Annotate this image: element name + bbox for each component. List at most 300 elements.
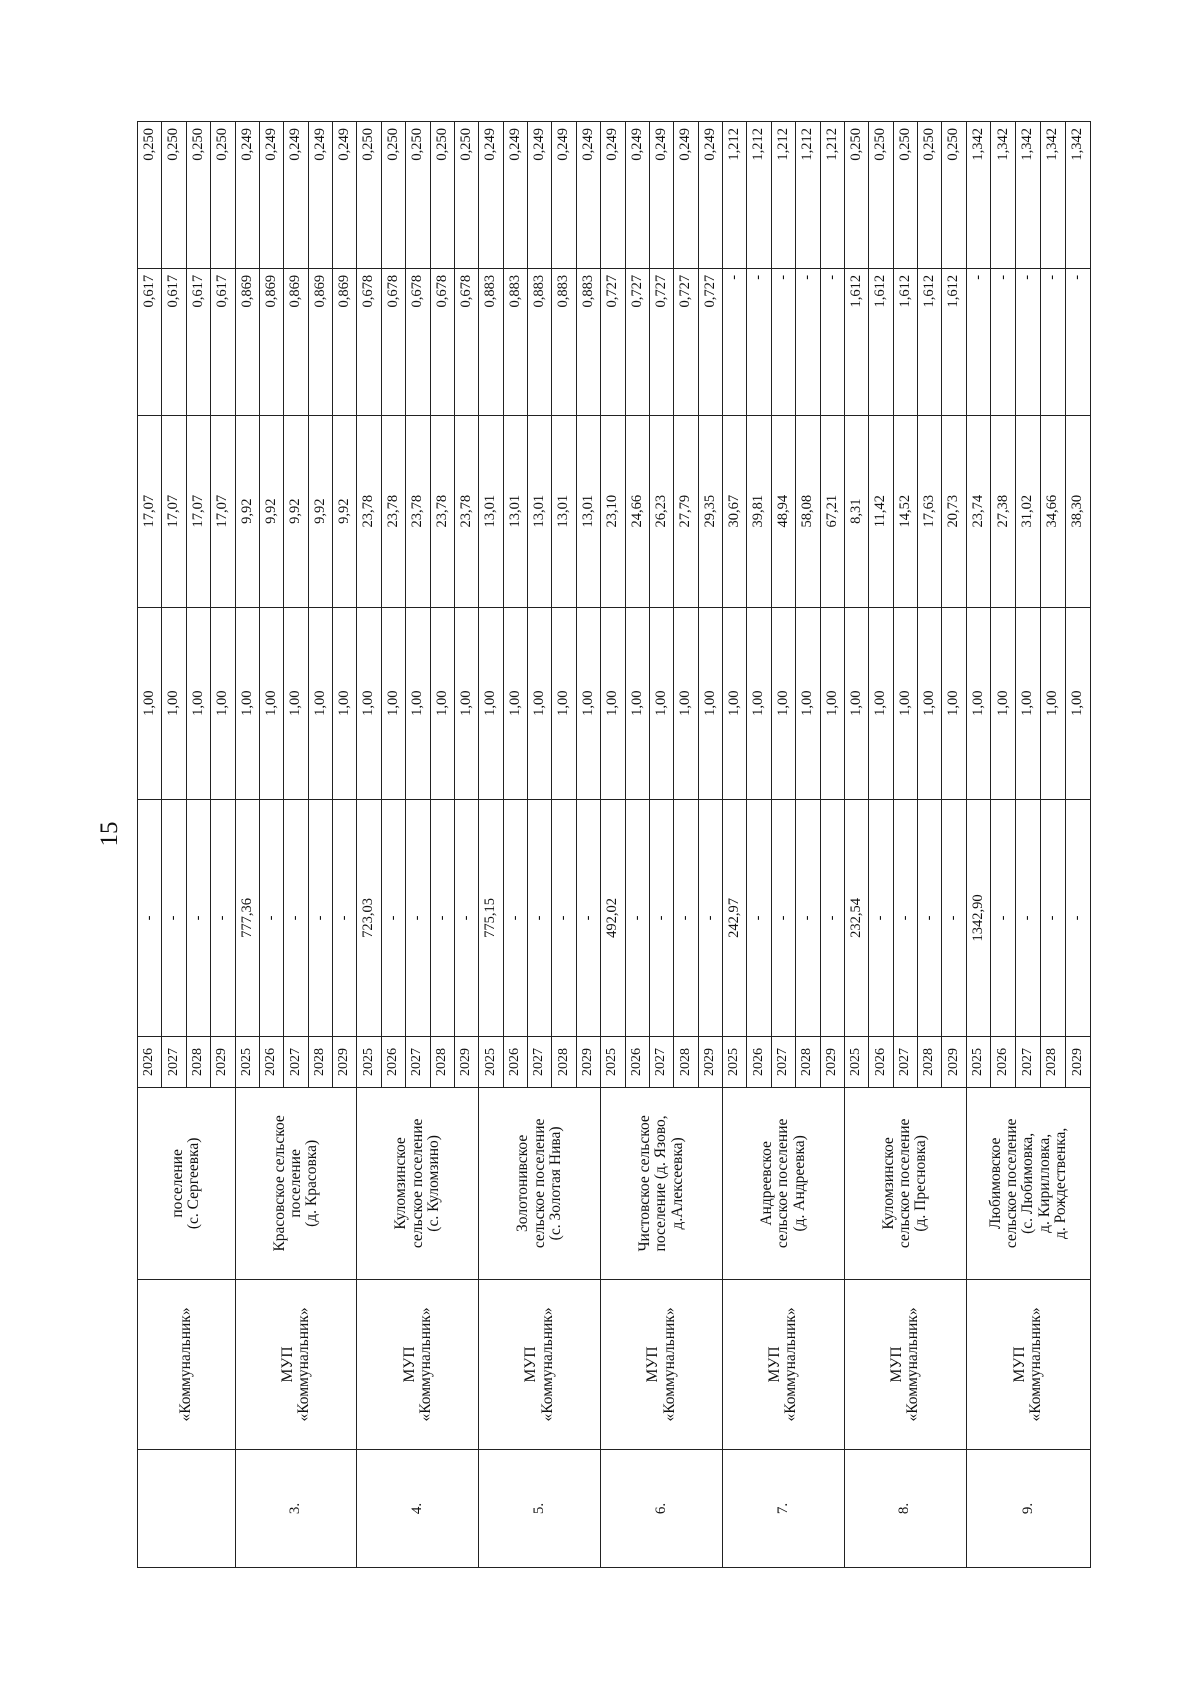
value-cell: 0,249 — [698, 122, 722, 269]
organization-cell — [601, 1279, 723, 1449]
settlement-cell-line: Золотонивское — [514, 1134, 532, 1232]
value-cell: - — [259, 799, 283, 1036]
settlement-cell-line: сельское поселение — [530, 1118, 548, 1249]
settlement-cell-line: сельское поселение — [408, 1118, 426, 1249]
value-cell: 1,00 — [1016, 607, 1041, 799]
value-cell: 1,00 — [406, 607, 430, 799]
organization-cell-line: МУП — [400, 1346, 418, 1383]
value-cell: 1,00 — [1040, 607, 1065, 799]
year-cell: 2028 — [186, 1037, 210, 1088]
value-cell: 1,00 — [796, 607, 820, 799]
value-cell: 0,678 — [381, 268, 405, 415]
value-cell: 0,249 — [649, 122, 673, 269]
value-cell: - — [333, 799, 357, 1036]
value-cell: 0,249 — [503, 122, 527, 269]
value-cell: 775,15 — [479, 799, 503, 1036]
settlement-cell-line: Куломзинское — [879, 1137, 897, 1230]
value-cell: 0,250 — [430, 122, 454, 269]
value-cell: 0,883 — [479, 268, 503, 415]
value-cell: 9,92 — [333, 415, 357, 607]
table-row — [357, 122, 381, 1568]
value-cell: 1,00 — [552, 607, 576, 799]
row-number-cell: 9. — [966, 1450, 1090, 1568]
value-cell: 0,617 — [186, 268, 210, 415]
row-number-cell: 3. — [235, 1450, 357, 1568]
value-cell: 20,73 — [942, 415, 966, 607]
value-cell: 0,250 — [162, 122, 186, 269]
value-cell: 1,342 — [991, 122, 1016, 269]
value-cell: - — [528, 799, 552, 1036]
settlement-cell — [601, 1087, 723, 1279]
year-cell: 2027 — [528, 1037, 552, 1088]
value-cell: 0,250 — [138, 122, 162, 269]
value-cell: 0,727 — [649, 268, 673, 415]
settlement-cell — [138, 1087, 236, 1279]
value-cell: 0,617 — [138, 268, 162, 415]
value-cell: - — [649, 799, 673, 1036]
value-cell: 1,342 — [1065, 122, 1090, 269]
value-cell: - — [162, 799, 186, 1036]
value-cell: 0,250 — [406, 122, 430, 269]
value-cell: 1,342 — [966, 122, 991, 269]
value-cell: 1,00 — [381, 607, 405, 799]
value-cell: - — [503, 799, 527, 1036]
value-cell: 9,92 — [235, 415, 259, 607]
value-cell: 1,612 — [869, 268, 893, 415]
value-cell: 0,727 — [698, 268, 722, 415]
value-cell: - — [454, 799, 478, 1036]
year-cell: 2026 — [503, 1037, 527, 1088]
table-row — [138, 122, 162, 1568]
year-cell: 2028 — [796, 1037, 820, 1088]
settlement-cell-line: д. Кирилловка, — [1035, 1133, 1053, 1233]
value-cell: 0,869 — [235, 268, 259, 415]
value-cell: 1,00 — [235, 607, 259, 799]
value-cell: 1,612 — [893, 268, 917, 415]
value-cell: 0,727 — [601, 268, 625, 415]
year-cell: 2027 — [649, 1037, 673, 1088]
value-cell: 0,727 — [625, 268, 649, 415]
value-cell: 1,00 — [333, 607, 357, 799]
value-cell: 1,00 — [284, 607, 308, 799]
value-cell: - — [625, 799, 649, 1036]
value-cell: 0,249 — [235, 122, 259, 269]
value-cell: 1,00 — [869, 607, 893, 799]
value-cell: 1,342 — [1040, 122, 1065, 269]
organization-cell — [479, 1279, 601, 1449]
settlement-cell — [357, 1087, 479, 1279]
value-cell: 1,212 — [820, 122, 844, 269]
value-cell: - — [430, 799, 454, 1036]
value-cell: 48,94 — [771, 415, 795, 607]
year-cell: 2028 — [552, 1037, 576, 1088]
value-cell: 1,00 — [430, 607, 454, 799]
settlement-cell — [723, 1087, 845, 1279]
value-cell: 0,869 — [259, 268, 283, 415]
table-row — [723, 122, 747, 1568]
value-cell: 1,00 — [576, 607, 600, 799]
year-cell: 2029 — [454, 1037, 478, 1088]
value-cell: 0,727 — [674, 268, 698, 415]
table-row — [844, 122, 868, 1568]
value-cell: 38,30 — [1065, 415, 1090, 607]
settlement-cell-line: (д. Андреевка) — [790, 1135, 808, 1232]
organization-cell — [966, 1279, 1090, 1449]
value-cell: 0,869 — [308, 268, 332, 415]
value-cell: 1,00 — [698, 607, 722, 799]
organization-cell — [235, 1279, 357, 1449]
value-cell: 0,883 — [503, 268, 527, 415]
tariff-table — [137, 121, 1091, 1568]
year-cell: 2025 — [357, 1037, 381, 1088]
value-cell: - — [918, 799, 942, 1036]
row-number-cell: 8. — [844, 1450, 966, 1568]
settlement-cell-line: (д. Красовка) — [303, 1139, 321, 1227]
value-cell: 17,07 — [186, 415, 210, 607]
value-cell: 17,63 — [918, 415, 942, 607]
year-cell: 2026 — [747, 1037, 771, 1088]
value-cell: - — [1065, 799, 1090, 1036]
value-cell: 1,612 — [844, 268, 868, 415]
value-cell: 0,678 — [357, 268, 381, 415]
value-cell: - — [893, 799, 917, 1036]
value-cell: 1,00 — [820, 607, 844, 799]
table-row — [479, 122, 503, 1568]
value-cell: 23,78 — [357, 415, 381, 607]
year-cell: 2025 — [479, 1037, 503, 1088]
year-cell: 2029 — [333, 1037, 357, 1088]
value-cell: 1,212 — [796, 122, 820, 269]
year-cell: 2028 — [308, 1037, 332, 1088]
value-cell: 0,869 — [333, 268, 357, 415]
value-cell: 1,00 — [308, 607, 332, 799]
settlement-cell-line: поселение — [168, 1149, 186, 1218]
year-cell: 2027 — [893, 1037, 917, 1088]
year-cell: 2025 — [601, 1037, 625, 1088]
value-cell: 1,00 — [186, 607, 210, 799]
value-cell: 23,10 — [601, 415, 625, 607]
value-cell: 0,249 — [308, 122, 332, 269]
organization-cell — [723, 1279, 845, 1449]
value-cell: 0,249 — [625, 122, 649, 269]
value-cell: 1,00 — [966, 607, 991, 799]
value-cell: 777,36 — [235, 799, 259, 1036]
value-cell: 0,883 — [552, 268, 576, 415]
value-cell: 1,00 — [991, 607, 1016, 799]
organization-cell — [357, 1279, 479, 1449]
organization-cell-line: «Коммунальник» — [660, 1307, 678, 1422]
table-row — [601, 122, 625, 1568]
value-cell: 1,612 — [942, 268, 966, 415]
value-cell: 9,92 — [308, 415, 332, 607]
year-cell: 2025 — [235, 1037, 259, 1088]
organization-cell-line: «Коммунальник» — [904, 1307, 922, 1422]
value-cell: - — [796, 268, 820, 415]
year-cell: 2026 — [625, 1037, 649, 1088]
value-cell: 1,00 — [747, 607, 771, 799]
value-cell: 1,00 — [1065, 607, 1090, 799]
value-cell: 1,00 — [162, 607, 186, 799]
value-cell: 30,67 — [723, 415, 747, 607]
value-cell: 1,00 — [259, 607, 283, 799]
value-cell: 1,212 — [723, 122, 747, 269]
value-cell: - — [284, 799, 308, 1036]
organization-cell-line: МУП — [278, 1346, 296, 1383]
value-cell: 0,250 — [454, 122, 478, 269]
value-cell: - — [991, 268, 1016, 415]
value-cell: - — [1040, 799, 1065, 1036]
settlement-cell-line: д.Алексеевка) — [668, 1137, 686, 1230]
organization-cell-line: «Коммунальник» — [782, 1307, 800, 1422]
organization-cell-line: «Коммунальник» — [538, 1307, 556, 1422]
value-cell: - — [869, 799, 893, 1036]
value-cell: 1,00 — [479, 607, 503, 799]
organization-cell-line: МУП — [644, 1346, 662, 1383]
value-cell: 26,23 — [649, 415, 673, 607]
value-cell: 39,81 — [747, 415, 771, 607]
value-cell: 0,250 — [942, 122, 966, 269]
value-cell: 1,00 — [625, 607, 649, 799]
value-cell: 1,00 — [454, 607, 478, 799]
value-cell: 0,249 — [479, 122, 503, 269]
year-cell: 2028 — [1040, 1037, 1065, 1088]
year-cell: 2029 — [211, 1037, 235, 1088]
value-cell: 0,249 — [259, 122, 283, 269]
value-cell: 13,01 — [528, 415, 552, 607]
value-cell: 1,00 — [942, 607, 966, 799]
value-cell: 14,52 — [893, 415, 917, 607]
value-cell: 1,212 — [747, 122, 771, 269]
value-cell: 9,92 — [259, 415, 283, 607]
value-cell: - — [211, 799, 235, 1036]
year-cell: 2027 — [162, 1037, 186, 1088]
value-cell: 24,66 — [625, 415, 649, 607]
value-cell: - — [820, 799, 844, 1036]
value-cell: 1,00 — [893, 607, 917, 799]
settlement-cell-line: (с. Сергеевка) — [185, 1137, 203, 1230]
value-cell: - — [966, 268, 991, 415]
value-cell: 0,678 — [406, 268, 430, 415]
value-cell: 0,678 — [454, 268, 478, 415]
value-cell: 0,249 — [552, 122, 576, 269]
value-cell: 17,07 — [138, 415, 162, 607]
value-cell: - — [138, 799, 162, 1036]
value-cell: - — [1016, 268, 1041, 415]
value-cell: 1,00 — [528, 607, 552, 799]
value-cell: 0,678 — [430, 268, 454, 415]
year-cell: 2025 — [966, 1037, 991, 1088]
organization-cell-line: МУП — [766, 1346, 784, 1383]
value-cell: 0,250 — [869, 122, 893, 269]
year-cell: 2028 — [430, 1037, 454, 1088]
value-cell: 1,00 — [723, 607, 747, 799]
year-cell: 2027 — [1016, 1037, 1041, 1088]
year-cell: 2026 — [259, 1037, 283, 1088]
value-cell: 1,00 — [649, 607, 673, 799]
settlement-cell-line: Куломзинское — [392, 1137, 410, 1230]
value-cell: 1342,90 — [966, 799, 991, 1036]
value-cell: - — [771, 799, 795, 1036]
organization-cell-line: МУП — [522, 1346, 540, 1383]
value-cell: 1,212 — [771, 122, 795, 269]
value-cell: 58,08 — [796, 415, 820, 607]
value-cell: 1,00 — [844, 607, 868, 799]
value-cell: 13,01 — [552, 415, 576, 607]
row-number-cell — [138, 1450, 236, 1568]
year-cell: 2029 — [820, 1037, 844, 1088]
organization-cell-line: «Коммунальник» — [1027, 1307, 1045, 1422]
value-cell: 23,78 — [406, 415, 430, 607]
year-cell: 2028 — [918, 1037, 942, 1088]
value-cell: 1,00 — [918, 607, 942, 799]
value-cell: - — [991, 799, 1016, 1036]
value-cell: 17,07 — [162, 415, 186, 607]
row-number-cell: 7. — [723, 1450, 845, 1568]
value-cell: 17,07 — [211, 415, 235, 607]
value-cell: - — [771, 268, 795, 415]
value-cell: 1,342 — [1016, 122, 1041, 269]
value-cell: 0,250 — [381, 122, 405, 269]
value-cell: 23,74 — [966, 415, 991, 607]
year-cell: 2029 — [942, 1037, 966, 1088]
settlement-cell-line: поселение — [286, 1149, 304, 1218]
value-cell: 492,02 — [601, 799, 625, 1036]
value-cell: 0,249 — [528, 122, 552, 269]
value-cell: 9,92 — [284, 415, 308, 607]
value-cell: - — [674, 799, 698, 1036]
settlement-cell-line: Чистовское сельское — [636, 1115, 654, 1252]
value-cell: - — [698, 799, 722, 1036]
year-cell: 2028 — [674, 1037, 698, 1088]
value-cell: 0,869 — [284, 268, 308, 415]
year-cell: 2029 — [698, 1037, 722, 1088]
value-cell: 0,617 — [162, 268, 186, 415]
settlement-cell-line: поселение (д. Язово, — [652, 1115, 670, 1252]
table-row — [966, 122, 991, 1568]
year-cell: 2026 — [138, 1037, 162, 1088]
settlement-cell-line: Красовское сельское — [270, 1115, 288, 1252]
value-cell: - — [406, 799, 430, 1036]
value-cell: 23,78 — [454, 415, 478, 607]
value-cell: 1,00 — [674, 607, 698, 799]
value-cell: 27,38 — [991, 415, 1016, 607]
value-cell: 27,79 — [674, 415, 698, 607]
settlement-cell — [966, 1087, 1090, 1279]
value-cell: 1,00 — [503, 607, 527, 799]
value-cell: - — [1040, 268, 1065, 415]
value-cell: - — [1016, 799, 1041, 1036]
settlement-cell — [235, 1087, 357, 1279]
value-cell: 0,250 — [357, 122, 381, 269]
value-cell: - — [723, 268, 747, 415]
value-cell: 31,02 — [1016, 415, 1041, 607]
organization-cell — [844, 1279, 966, 1449]
value-cell: 1,00 — [211, 607, 235, 799]
value-cell: 1,00 — [138, 607, 162, 799]
value-cell: 0,249 — [576, 122, 600, 269]
year-cell: 2027 — [771, 1037, 795, 1088]
year-cell: 2027 — [406, 1037, 430, 1088]
value-cell: - — [552, 799, 576, 1036]
settlement-cell-line: (с. Золотая Нива) — [546, 1126, 564, 1241]
settlement-cell-line: Любимовское — [986, 1137, 1004, 1230]
row-number-cell: 5. — [479, 1450, 601, 1568]
value-cell: 13,01 — [479, 415, 503, 607]
row-number-cell: 6. — [601, 1450, 723, 1568]
year-cell: 2025 — [844, 1037, 868, 1088]
value-cell: 0,617 — [211, 268, 235, 415]
year-cell: 2029 — [1065, 1037, 1090, 1088]
value-cell: - — [381, 799, 405, 1036]
value-cell: 0,250 — [844, 122, 868, 269]
year-cell: 2026 — [381, 1037, 405, 1088]
organization-cell — [138, 1279, 236, 1449]
value-cell: - — [747, 268, 771, 415]
value-cell: - — [942, 799, 966, 1036]
page-number: 15 — [96, 821, 123, 847]
value-cell: 23,78 — [381, 415, 405, 607]
settlement-cell-line: сельское поселение — [774, 1118, 792, 1249]
value-cell: 232,54 — [844, 799, 868, 1036]
value-cell: 0,250 — [211, 122, 235, 269]
year-cell: 2026 — [869, 1037, 893, 1088]
value-cell: - — [820, 268, 844, 415]
year-cell: 2029 — [576, 1037, 600, 1088]
value-cell: 8,31 — [844, 415, 868, 607]
value-cell: 11,42 — [869, 415, 893, 607]
organization-cell-line: МУП — [888, 1346, 906, 1383]
settlement-cell-line: д. Рождественка, — [1051, 1127, 1069, 1239]
value-cell: 34,66 — [1040, 415, 1065, 607]
value-cell: - — [796, 799, 820, 1036]
value-cell: 13,01 — [503, 415, 527, 607]
value-cell: 0,883 — [528, 268, 552, 415]
settlement-cell-line: (с. Любимовка, — [1019, 1132, 1037, 1234]
value-cell: - — [1065, 268, 1090, 415]
year-cell: 2025 — [723, 1037, 747, 1088]
value-cell: 0,250 — [186, 122, 210, 269]
organization-cell-line: МУП — [1011, 1346, 1029, 1383]
value-cell: 1,00 — [601, 607, 625, 799]
value-cell: 1,00 — [357, 607, 381, 799]
value-cell: - — [186, 799, 210, 1036]
value-cell: 0,883 — [576, 268, 600, 415]
value-cell: - — [308, 799, 332, 1036]
value-cell: 1,00 — [771, 607, 795, 799]
value-cell: 242,97 — [723, 799, 747, 1036]
value-cell: 0,250 — [893, 122, 917, 269]
settlement-cell-line: (с. Куломзино) — [424, 1135, 442, 1232]
settlement-cell-line: сельское поселение — [1002, 1118, 1020, 1249]
settlement-cell-line: (д. Пресновка) — [912, 1135, 930, 1232]
value-cell: 23,78 — [430, 415, 454, 607]
settlement-cell — [844, 1087, 966, 1279]
value-cell: 0,249 — [333, 122, 357, 269]
rotated-table-wrapper — [137, 121, 1091, 1568]
table-row — [235, 122, 259, 1568]
year-cell: 2026 — [991, 1037, 1016, 1088]
year-cell: 2027 — [284, 1037, 308, 1088]
organization-cell-line: «Коммунальник» — [416, 1307, 434, 1422]
settlement-cell — [479, 1087, 601, 1279]
value-cell: 29,35 — [698, 415, 722, 607]
value-cell: - — [576, 799, 600, 1036]
value-cell: 0,250 — [918, 122, 942, 269]
value-cell: 1,612 — [918, 268, 942, 415]
value-cell: 0,249 — [674, 122, 698, 269]
row-number-cell: 4. — [357, 1450, 479, 1568]
value-cell: 0,249 — [601, 122, 625, 269]
